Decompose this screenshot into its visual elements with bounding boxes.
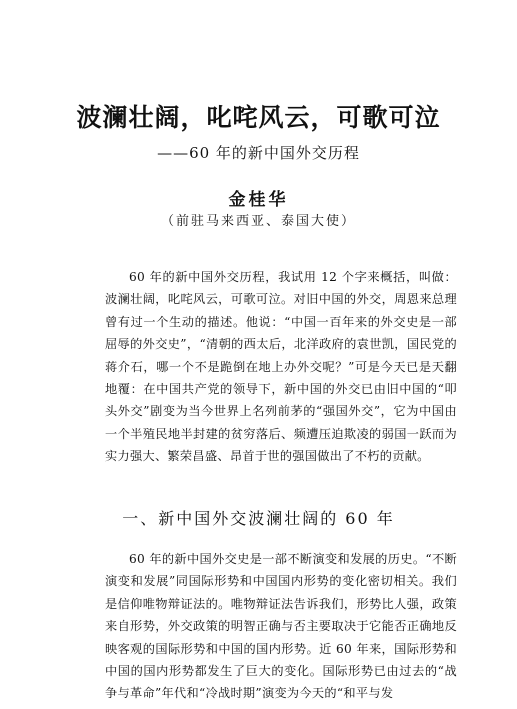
intro-paragraph: 60 年的新中国外交历程，我试用 12 个字来概括，叫做：波澜壮阔，叱咤风云，可歌可泣。对旧中国的外交，周恩来总理曾有过一个生动的描述。他说：“中国一百年来的外交史是一部屈辱的外交史”，“清朝的西太后，北洋政府的袁世凯，国民党的蒋介石，哪一个不是跪倒在地上办外交呢？”可是今天已是天翻地覆：在中国共产党的领导下，新中国的外交已由旧中国的“叩头外交”剧变为当今世界上名列前茅的“强国外交”，它为中国由一个半殖民地半封建的贫穷落后、频遭压迫欺凌的弱国一跃而为实力强大、繁荣昌盛、昂首于世的强国做出了不朽的贡献。 [105, 270, 457, 464]
article-title: 波澜壮阔，叱咤风云，可歌可泣 [76, 103, 441, 132]
article-subtitle: ——60 年的新中国外交历程 [157, 144, 360, 162]
body-paragraph: 60 年的新中国外交史是一部不断演变和发展的历史。“不断演变和发展”同国际形势和中国国内形势的变化密切相关。我们是信仰唯物辩证法的。唯物辩证法告诉我们，形势比人强，政策来自形势，外交政策的明智正确与否主要取决于它能否正确地反映客观的国际形势和中国的国内形势。近 60 年来，国际形势和中国的国内形势都发生了巨大的变化。国际形势已由过去的“战争与革命”年代和“冷战时期”演变为今天的“和平与发 [105, 552, 457, 701]
author-affiliation: （前驻马来西亚、泰国大使） [160, 214, 356, 229]
author-name: 金桂华 [228, 190, 289, 210]
section-heading: 一、新中国外交波澜壮阔的 60 年 [122, 509, 395, 528]
